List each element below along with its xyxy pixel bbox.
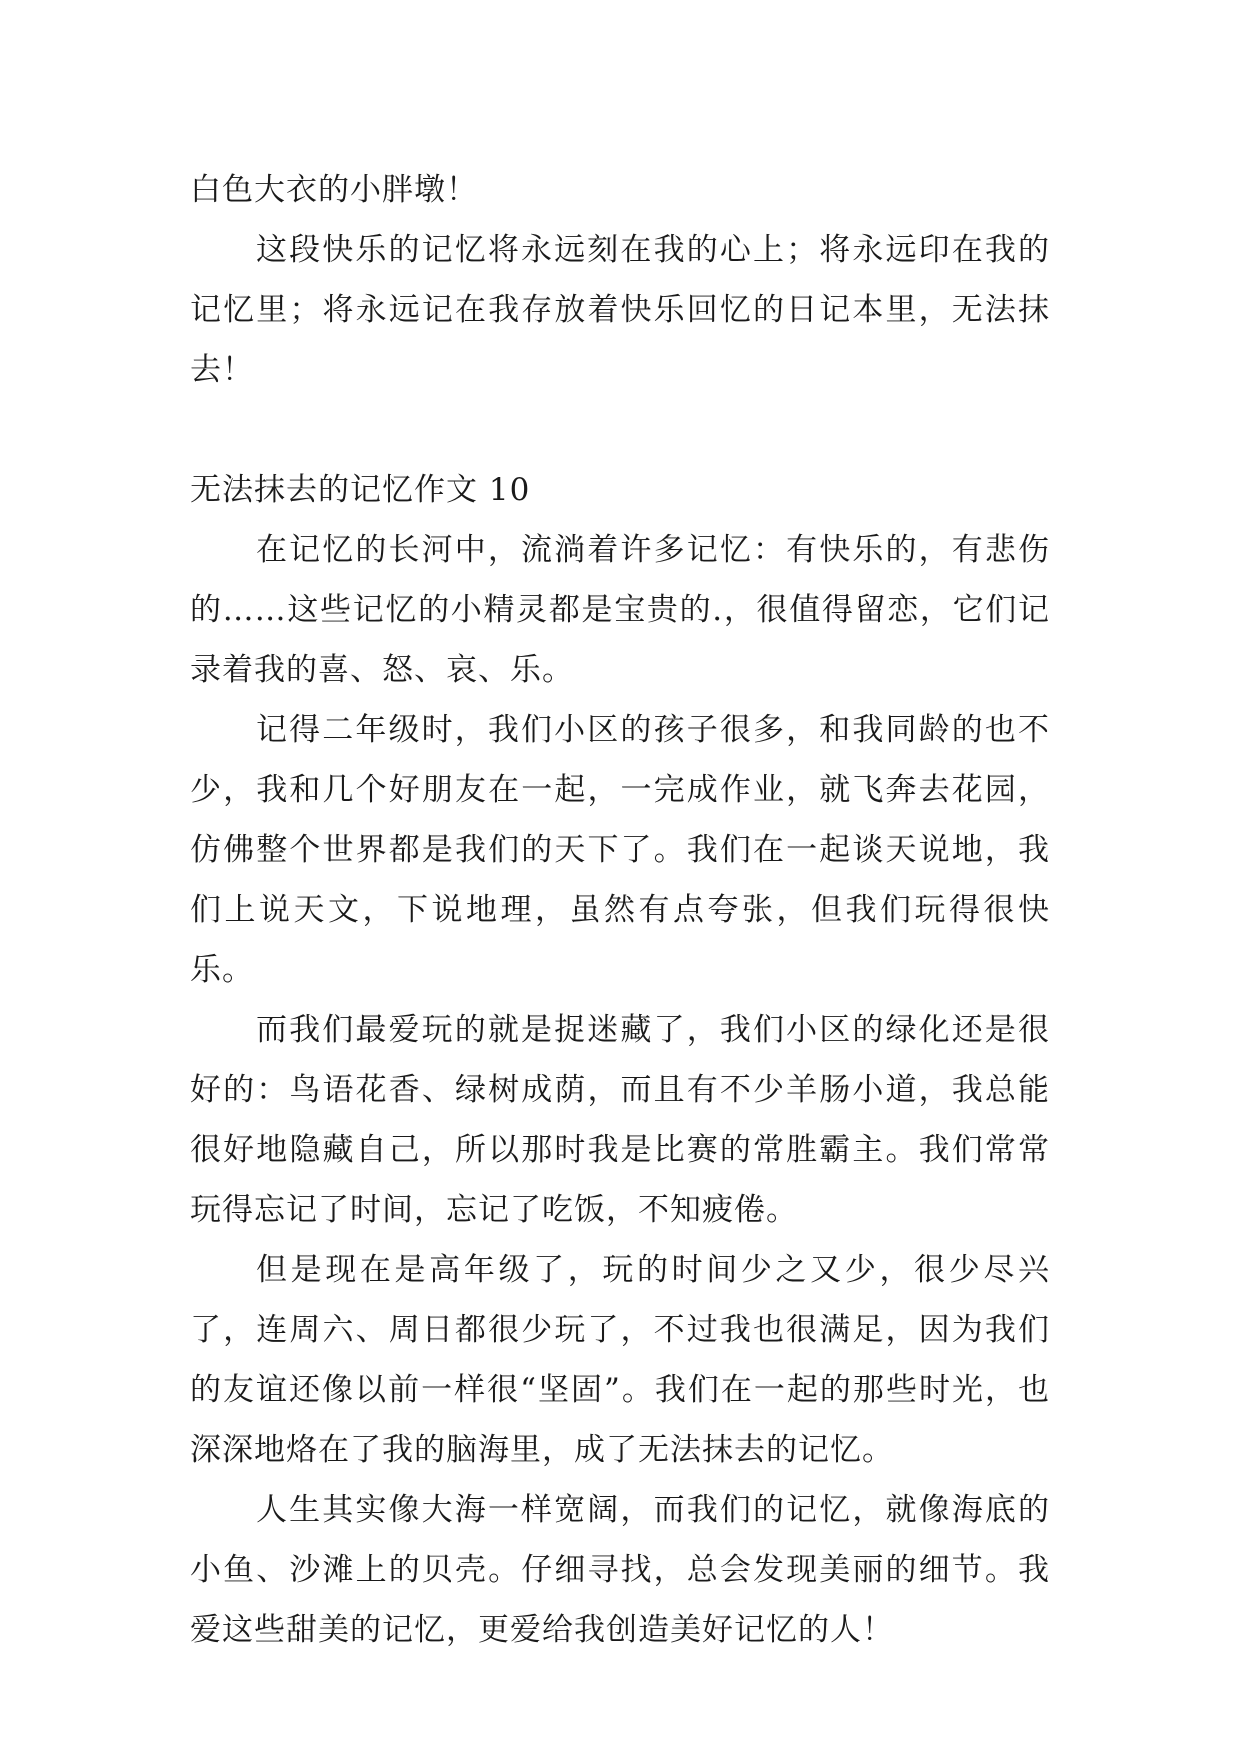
- paragraph: 人生其实像大海一样宽阔，而我们的记忆，就像海底的小鱼、沙滩上的贝壳。仔细寻找，总会发现美丽的细节。我爱这些甜美的记忆，更爱给我创造美好记忆的人！: [190, 1492, 1050, 1648]
- paragraph: 而我们最爱玩的就是捉迷藏了，我们小区的绿化还是很好的：鸟语花香、绿树成荫，而且有不少羊肠小道，我总能很好地隐藏自己，所以那时我是比赛的常胜霸主。我们常常玩得忘记了时间，忘记了吃饭，不知疲倦。: [190, 1012, 1050, 1228]
- document-body: [190, 160, 1050, 1660]
- paragraph: 记得二年级时，我们小区的孩子很多，和我同龄的也不少，我和几个好朋友在一起，一完成作业，就飞奔去花园，仿佛整个世界都是我们的天下了。我们在一起谈天说地，我们上说天文，下说地理，虽然有点夸张，但我们玩得很快乐。: [190, 712, 1050, 988]
- paragraph: 在记忆的长河中，流淌着许多记忆：有快乐的，有悲伤的……这些记忆的小精灵都是宝贵的.，很值得留恋，它们记录着我的喜、怒、哀、乐。: [190, 532, 1050, 688]
- paragraph: 但是现在是高年级了，玩的时间少之又少，很少尽兴了，连周六、周日都很少玩了，不过我也很满足，因为我们的友谊还像以前一样很“坚固”。我们在一起的那些时光，也深深地烙在了我的脑海里，成了无法抹去的记忆。: [190, 1252, 1050, 1468]
- continued-line: 白色大衣的小胖墩！: [190, 172, 478, 208]
- paragraph: 这段快乐的记忆将永远刻在我的心上；将永远印在我的记忆里；将永远记在我存放着快乐回忆的日记本里，无法抹去！: [190, 232, 1050, 388]
- essay-title: 无法抹去的记忆作文 10: [190, 472, 531, 508]
- section-gap: [190, 400, 1050, 460]
